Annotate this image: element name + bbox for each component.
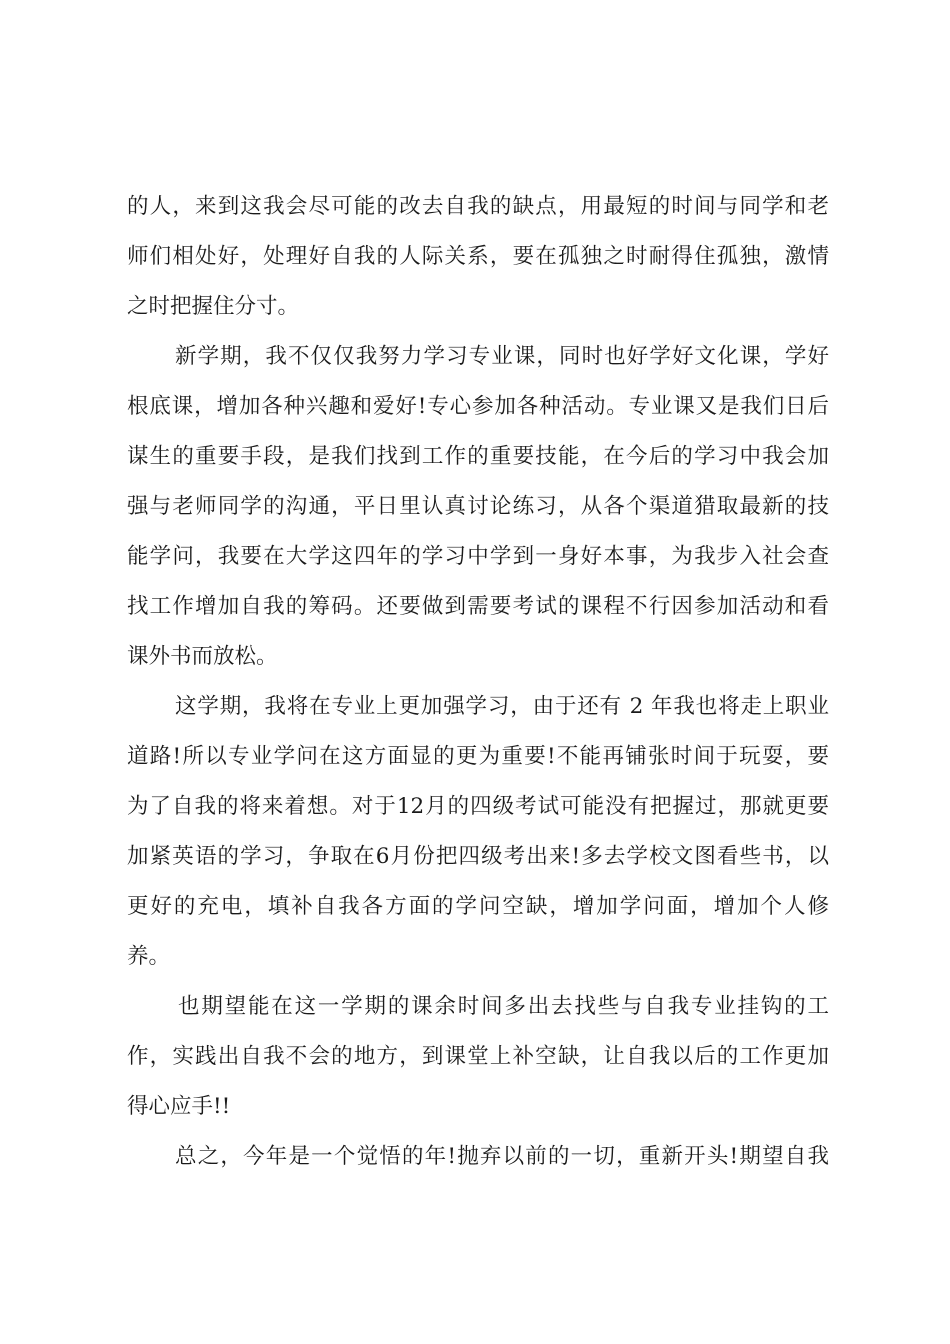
text-line: 课外书而放松。 — [127, 644, 278, 669]
text-line: 谋生的重要手段，是我们找到工作的重要技能，在今后的学习中我会加 — [127, 444, 829, 469]
text-line: 道路!所以专业学问在这方面显的更为重要!不能再铺张时间于玩耍，要 — [127, 744, 829, 769]
text-line: 的人，来到这我会尽可能的改去自我的缺点，用最短的时间与同学和老 — [127, 194, 829, 219]
text-line: 养。 — [127, 944, 171, 969]
text-line: 能学问，我要在大学这四年的学习中学到一身好本事，为我步入社会查 — [127, 544, 829, 569]
text-line: 总之，今年是一个觉悟的年!抛弃以前的一切，重新开头!期望自我 — [175, 1144, 829, 1169]
text-line: 师们相处好，处理好自我的人际关系，要在孤独之时耐得住孤独，激情 — [127, 244, 829, 269]
text-line: 得心应手!! — [127, 1094, 231, 1119]
text-line: 之时把握住分寸。 — [127, 294, 300, 319]
text-line: 新学期，我不仅仅我努力学习专业课，同时也好学好文化课，学好 — [175, 344, 829, 369]
text-line: 作，实践出自我不会的地方，到课堂上补空缺，让自我以后的工作更加 — [127, 1044, 829, 1069]
text-line: 这学期，我将在专业上更加强学习，由于还有 2 年我也将走上职业 — [175, 694, 829, 719]
text-line: 强与老师同学的沟通，平日里认真讨论练习，从各个渠道猎取最新的技 — [127, 494, 829, 519]
text-line: 为了自我的将来着想。对于12月的四级考试可能没有把握过，那就更要 — [127, 794, 829, 819]
text-line: 找工作增加自我的筹码。还要做到需要考试的课程不行因参加活动和看 — [127, 594, 829, 619]
text-line: 加紧英语的学习，争取在6月份把四级考出来!多去学校文图看些书，以 — [127, 844, 829, 869]
text-line: 根底课，增加各种兴趣和爱好!专心参加各种活动。专业课又是我们日后 — [127, 394, 829, 419]
text-line: 也期望能在这一学期的课余时间多出去找些与自我专业挂钩的工 — [178, 994, 829, 1019]
text-line: 更好的充电，填补自我各方面的学问空缺，增加学问面，增加个人修 — [127, 894, 829, 919]
